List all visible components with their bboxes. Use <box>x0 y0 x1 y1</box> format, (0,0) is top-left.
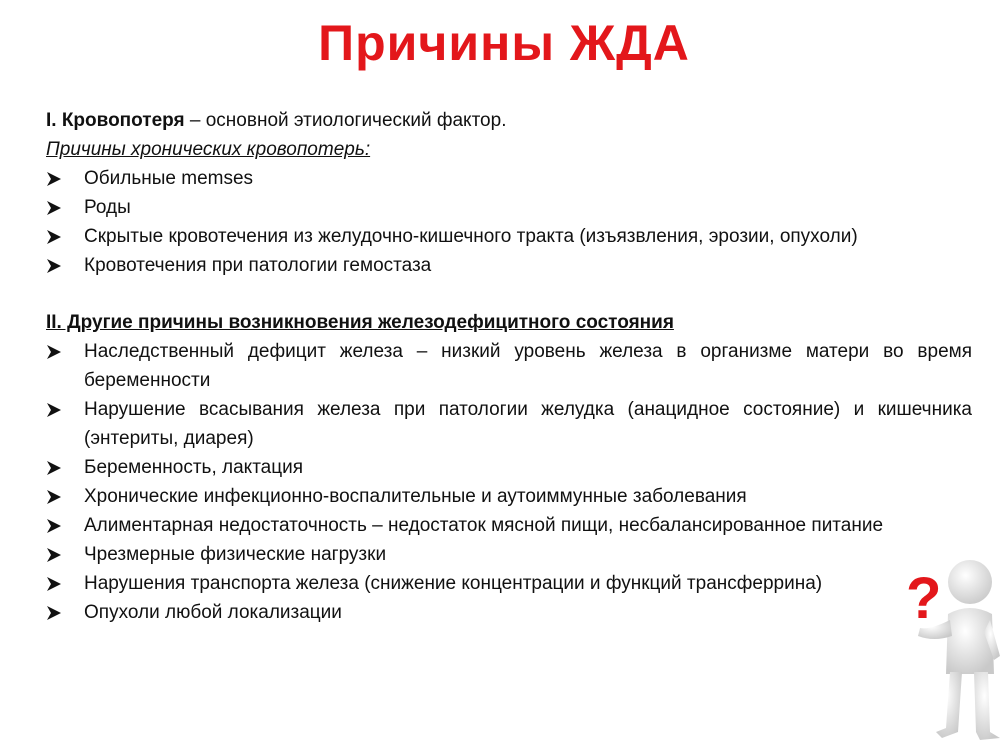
arrowhead-bullet-icon <box>46 193 84 216</box>
svg-text:?: ? <box>906 566 942 631</box>
section-gap <box>46 280 972 308</box>
list-item-text: Нарушение всасывания железа при патологии желудка (анацидное состояние) и кишечника (энтериты, диарея) <box>84 399 972 449</box>
section1-heading-rest: – основной этиологический фактор. <box>184 110 507 131</box>
arrowhead-bullet-icon <box>46 395 84 418</box>
arrowhead-bullet-icon <box>46 569 84 592</box>
arrowhead-bullet-icon <box>46 511 84 534</box>
list-item <box>46 511 972 540</box>
list-item-text: Скрытые кровотечения из желудочно-кишечного тракта (изъязвления, эрозии, опухоли) <box>84 226 858 247</box>
list-item <box>46 569 972 598</box>
person-question-mark-icon <box>900 556 1000 746</box>
section1-list <box>46 164 972 280</box>
list-item <box>46 395 972 453</box>
list-item-text: Наследственный дефицит железа – низкий уровень железа в организме матери во время беременности <box>84 341 972 391</box>
list-item <box>46 598 972 627</box>
arrowhead-bullet-icon <box>46 482 84 505</box>
section2-heading: II. Другие причины возникновения железодефицитного состояния <box>46 312 674 333</box>
arrowhead-bullet-icon <box>46 540 84 563</box>
list-item-text: Чрезмерные физические нагрузки <box>84 544 387 565</box>
arrowhead-bullet-icon <box>46 598 84 621</box>
arrowhead-bullet-icon <box>46 453 84 476</box>
list-item <box>46 482 972 511</box>
list-item <box>46 251 972 280</box>
list-item-text: Беременность, лактация <box>84 457 304 478</box>
section1-heading: I. Кровопотеря <box>46 110 185 131</box>
list-item <box>46 222 972 251</box>
arrowhead-bullet-icon <box>46 337 84 360</box>
page-title: Причины ЖДА <box>318 15 690 71</box>
list-item <box>46 164 972 193</box>
list-item-text: Нарушения транспорта железа (снижение концентрации и функций трансферрина) <box>84 573 823 594</box>
list-item-text: Алиментарная недостаточность – недостаток мясной пищи, несбалансированное питание <box>84 515 884 536</box>
list-item-text: Хронические инфекционно-воспалительные и аутоиммунные заболевания <box>84 486 747 507</box>
list-item-text: Обильные mеmses <box>84 168 254 189</box>
section1-heading-line <box>46 106 972 135</box>
list-item-text: Кровотечения при патологии гемостаза <box>84 255 432 276</box>
arrowhead-bullet-icon <box>46 222 84 245</box>
list-item-text: Роды <box>84 197 131 218</box>
list-item <box>46 453 972 482</box>
list-item <box>46 193 972 222</box>
list-item <box>46 540 972 569</box>
arrowhead-bullet-icon <box>46 251 84 274</box>
content <box>46 106 972 627</box>
section1-subheading: Причины хронических кровопотерь: <box>46 139 371 160</box>
list-item-text: Опухоли любой локализации <box>84 602 342 623</box>
list-item <box>46 337 972 395</box>
arrowhead-bullet-icon <box>46 164 84 187</box>
section2-list <box>46 337 972 627</box>
